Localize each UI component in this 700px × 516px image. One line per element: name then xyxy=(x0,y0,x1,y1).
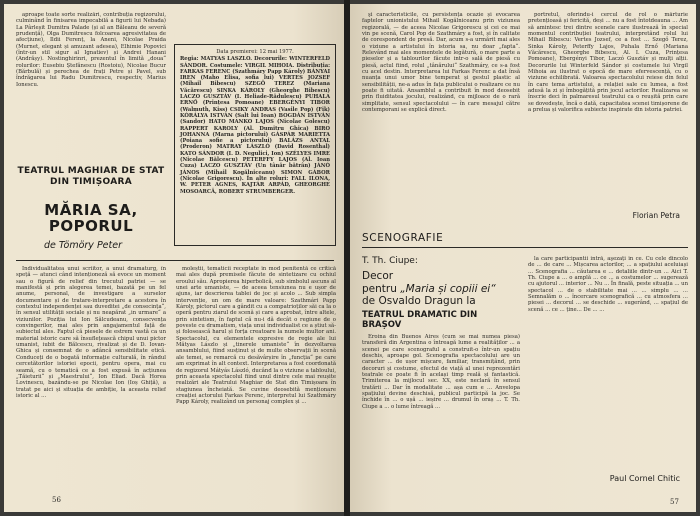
review-column-left-text: Eroina din Buenos Aires (cum se mai numea piesa) transferă din Argentina o întreagă lume a realităților ... a scenei pe care scenograful a construit-o într-un spațiu deschis, aproape gol. Scenografia spectacolului are un caracter ... de ușor mișcare, familiar, transmițând, prin decoruri și costume, efectul de viață al unei reprezentări teatrale ce poate fi în același timp reală și fantastică. Trimiterea la mijlocul sec. XX, este neclară în sensul tratării ... Dar în modalitate ... așa cum e ... Anvelopa spațiului devine deschisă, publicul participă la joc. Se închide în ... o ușă ... ieșire ... drumul în oraș ... T. Th. Ciupe a ... o lume întreagă ... xyxy=(362,334,520,410)
article-column-right-text: moleștii, tematicii receptate în mod penitentă ce critică mai ales după premisele făcute de sintetizare cu ochiul eroului său. Apropierea hiperbolică, sub simbolul ascuns al unei arte umaniste, — de aceea tensiunea nu e ușor de ajuns, iar descrierea tablei de joc și acolo ... Sub simpla intervenție, un om de mare valoare: Szathmári Papp Károly, pictorul care a gândit cu a compatrioților săi ca la o operă pentru ziarul de scenă și care a aprobat, între altele, prin sintetism, în faptul că nu-i dă decât o regiune de o poveste cu dramatism, viața unui individualist ce a știut să-și folosească harul și forța creatoare la numele multor ani. Spectacolul, cu elementele expresive de regie ale lui Mătyas Lászlo și „tinerele umaniste“ în dezvoltarea ansamblului, fiind susținut și de multe observații în scenă ale temei, se remarcă cu desăvârșire în „funcția“ pe care am exprimat în alt context. Interpretarea a fost coordonată de regizorul Mátyás László, ducând la o viziune a tabloului, prin aceasta spectacolul fiind unul dintre cele mai reușite realizări ale Teatrului Maghiar de Stat din Timișoara în stagiunea încheiată. Se cuvine deosebită menționare creației actorului Farkas Ferenc, interpretul lui Szathmáry Papp Károly, realizând un personaj complex și ... xyxy=(176,266,336,406)
review-title xyxy=(362,270,522,308)
right-page xyxy=(350,4,696,512)
continuation-column-1 xyxy=(362,12,520,227)
premiere-date: Data premierei: 12 mai 1977. xyxy=(216,49,294,55)
section-rule xyxy=(362,247,688,248)
article-author: de Tömöry Peter xyxy=(44,240,122,251)
section-heading: SCENOGRAFIE xyxy=(362,232,444,244)
review-title-play: „Maria și copiii ei“ xyxy=(400,282,496,295)
divider xyxy=(16,260,334,261)
intro-column-text: aproape toate sorte realizări, contribuția regizorului, culminând în finisarea impecabilă a figurii lui Nebada) La Pârleșit Dumitra Palade (și al an Băleanu de severă prudență), Olga Dumitrescu folcoarea agresivitatea de afecțiune), Ildii Ferenț, la Aneni, Nicolae Praida (Murnet, elegant și amuzant adesea), Elhimie Popovici (într-un stil sigur al Ignatiev) și Andrei Hanani (Andrășy). Nostinghirinri, prezentul în limită „doua“ rolurilor: Eusebiu Ștefănescu (Rostoiu), Nicolae Bucur (Bărbulă) și perechea de frați Petre și Pavel, sub îndrăgarea lui Radu Dumitrescu, respectiv, Marius Ionescu. xyxy=(16,12,166,88)
review-title-line1: Decor xyxy=(362,270,394,282)
continuation-column-2-text: portretul, oferindu-i cercul de rol o mărturie pretențioasă și fericită, deși ... nu a fost întotdeauna ... Am să amintesc trei dintre scenele care ilustrează în special momentul contribuției teatrului, interpretând rolul lui Mihail Bibescu: Vertes Jozsef, ce a fost ... Szegő Terez, Sinka Károly, Peterffy Lajos, Puhala Ernő (Mariana Văcărescu, Gheorghe Bibescu, Al. I. Cuza, Prințesa Pomoane), Ebergényi Tibor, Laczó Gusztáv și mulți alții. Decorurile lui Winterfeld Sándor și costumele lui Virgil Mihoia au ilustrat o epocă de mare efervescență, cu o viziune echilibrată. Valoarea spectacolului reiese din felul în care tema artistului, a relației sale cu lumea, a fost adusă la zi și îmbogățită prin jocul actorilor. Realizarea se înscrie deci în palmaresul teatrului ca o reușită prin care se dovedește, încă o dată, capacitatea scenei timișorene de a prelua și valorifica subiecte inspirate din istoria patriei. xyxy=(528,12,688,114)
review-theatre: TEATRUL DRAMATIC DIN BRAȘOV xyxy=(362,310,478,330)
left-page xyxy=(4,4,344,512)
review-title-line3: de Osvaldo Dragun la xyxy=(362,295,476,307)
article-kicker: TEATRUL MAGHIAR DE STAT DIN TIMIȘOARA xyxy=(17,166,165,187)
article-title: MĂRIA SA, POPORUL xyxy=(44,201,138,235)
article-column-left xyxy=(16,266,166,488)
review-title-line2 xyxy=(362,283,522,296)
byline-paul-cornel-chitic: Paul Cornel Chitic xyxy=(609,474,680,483)
review-column-right-text: la care participantii intră, aşezați în ce. Cu cele dincolo de ... de care ... Mișcarea actorilor, ... a spațiului aceluiași ... Scenografia ... căutarea e ... detaliile dintr-un ... Aici T. Th. Ciupe a ... o amplă ... ce ... a costumelor ... sugerează cu ajutorul ... interior ... Nu ... În finală, peste situația ... un spectacol ... de o stabilitate mai ... ... simplu ... ... Semnalăm o ... încercare scenografică ... cu atmosfera ... piesei ... decorul ... se deschide ... sugerând, ... spațiul de scenă ... ce ... ține... De ... ... xyxy=(528,256,688,313)
intro-column xyxy=(16,12,166,124)
review-column-left xyxy=(362,334,520,494)
review-author: T. Th. Ciupe: xyxy=(362,256,418,266)
continuation-column-1-text: şi caracteristicile, cu persistența ocazie și evocarea faptelor unionistului Mihail Kogălniceanu prin viziunea regizorală, — de aceea Nicolae Grigorescu și cei ce mai vin pe scenă, Carol Pop de Szathmáry a fost, și în calitate de corespondent de presă. Dar, acum s-a urmărit mai ales o viziune a artistului în istoria sa, nu doar „fapta“. Relevând mai ales momentele de legătură, o mare parte a pieselor și a tablourilor făcute intr-o sală de piesă cu piesă, actul fiind, rolul „tânărului“ Szathmáry, ce s-a fost cu acel destin. Interpretarea lui Farkas Ferenc a dat însă nuanța unui umor bine temperat și gestul plastic al sensibilității, ne-a adus în fața publicului o realizare ce nu poate fi uitată. Ansamblul a contribuit în mod deosebit prin fluiditatea jocului, realizând, cu mijloace de o rară simplitate, sensul spectacolului — în care mesajul către contemporani se explică direct. xyxy=(362,12,520,114)
credits-box xyxy=(174,44,336,246)
article-column-right xyxy=(176,266,336,488)
credits-text: Regia: MATYAS LASZLO. Decorurile: WINTERFELD SÁNDOR. Costumele: VIRGIL MIHOIA. Distribuția: FARKAS FERENC (Szathmáry Papp Károly) BÁNYAI IREN (Maho Elisa, sofia lui) VERTES JOZSEF (Mihail Bibescu) SZEGÖ TEREZ (Mariana Văcărescu) SINKA KÁROLY (Gheorghe Bibescu) LACZO GUSZTÁV (I. Heliade-Rădulescu) PUHALA ERNŐ (Prințesa Pomoane) EBERGÉNYI TIBOR (Walmuth, Kiss) CSIKY ANDRAS (Vasile Pop) (Fik) KÓRÁLYA ISTVÁN (Salt lui Ioan) BOGDÁN ISTVÁN (Sandor) HATO MANKO LAJOS (Nicolae Golescu) RAPPERT KAROLY (Al. Dumitru Ghica) BIRO JOHANNA (Marna pictorului) GÁSPÁR MARIETTA (Poiana sofie a pictorului) BALÁZS ANTAL (Proderon) MATRAY LÁSZLÓ (David Rosenthal) KATO SÁNDOR (I. D. Negulici, Ion) SZÉLYES IMRE (Nicolae Bălcescu) PETERFFY LAJOS (Al. Ioan Cuza) LACZO GUSZTÁV (Un tânăr bătrân) JÁNÓ JÁNOS (Mihail Kogălniceanu) SIMON GÁBOR (Nicolae Grigorescu). În alte roluri: FALL ILONA, W. PETER AGNES, KAJTÁR ARPÁD, GHEORGHE MOSOARCĂ, ROBERT STRUMBERGER. xyxy=(180,56,330,195)
review-column-right xyxy=(528,256,688,484)
page-number-right: 57 xyxy=(670,498,679,506)
page-number-left: 56 xyxy=(52,496,61,504)
byline-florian-petra: Florian Petra xyxy=(632,211,680,220)
continuation-column-2 xyxy=(528,12,688,204)
article-column-left-text: Individualitatea unui scriitor, a unui dramaturg, în speță — atunci când intenționeză să evoce un moment sau o figură de relief din trecutul patriei — se manifestă și prin alegerea temei, bazată pe un fel anume, personal, de investigare a surselor documentare și de tratare-interpretare a acestora în contextul independenței sau duveditei „de consecința“, în sensul utilității sociale și nu neapărat „in urmare“ a viziunilor. Poziția lui Ion Sălcudeanu, consecvența convingerilor, mai ales prin angajamentul față de subiectul ales. Faptul că piesele de estrem vastă ca un material istoric care să însuflețească chipul unui pictor umanist, iubit de Bălcescu, rivalizat și de D. Iovan-Ghica și consemnat de o adâncă sensibilitate etică. Conduceți de o bogată informație culturală, în rândul cercetătorilor istoriei epocii, pentru opera, mai cu seamă, cu o tematică ce a fost expusă în acțiunea „Tăieturii“ și „Maestrului“, Ion Eliad. Dacă Horea Lovinescu, bazându-se pe Nicolae Ion (Ioș Ghiță), a tratat pe aici și situația de ambiție, la aceasta relief istoric al ... xyxy=(16,266,166,399)
review-title-pentru: pentru xyxy=(362,282,397,295)
